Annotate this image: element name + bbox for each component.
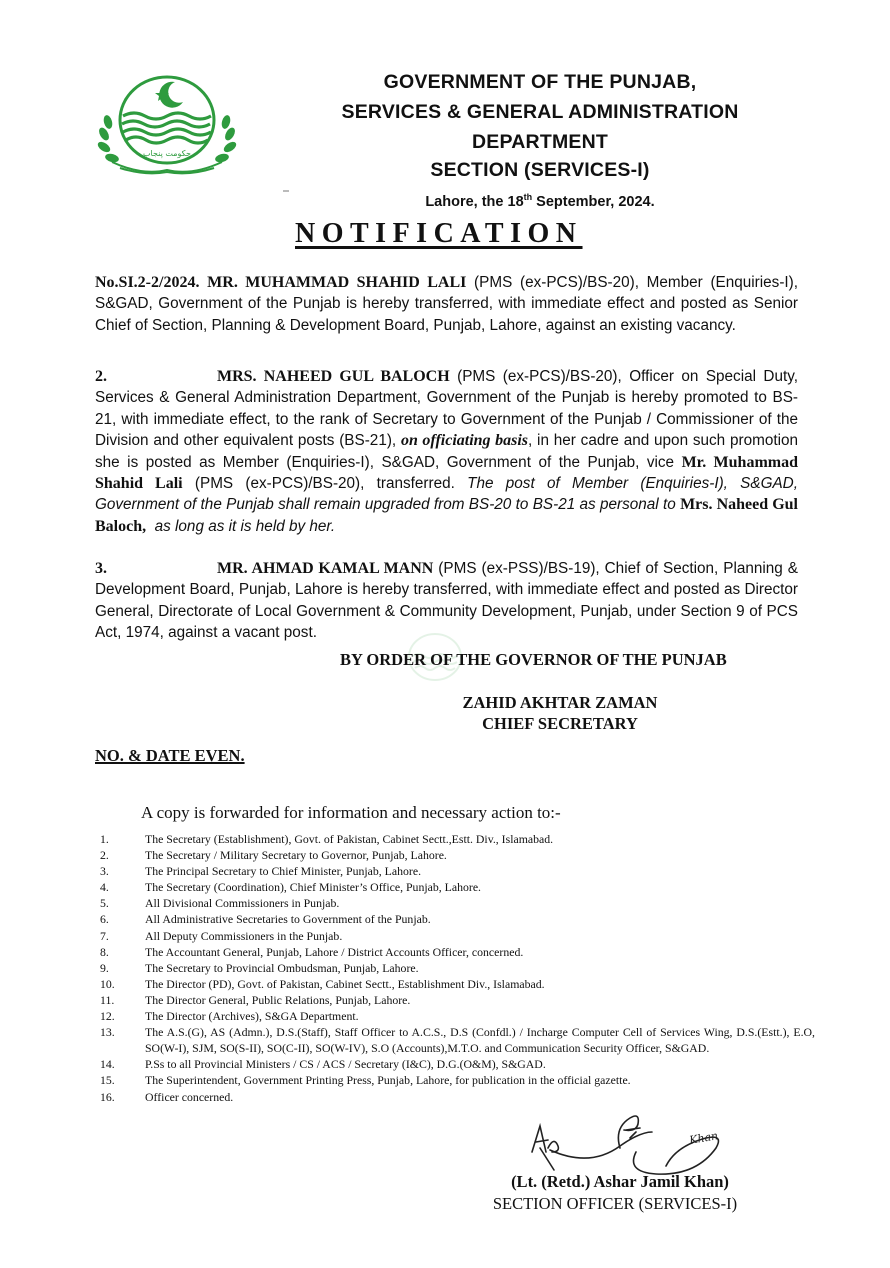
- chief-secretary-name: ZAHID AKHTAR ZAMAN: [462, 693, 658, 712]
- copy-list-item: [100, 960, 815, 976]
- forwarded-intro: A copy is forwarded for information and necessary action to:-: [141, 803, 561, 822]
- copy-list-number: 6.: [100, 912, 109, 927]
- copy-list-text: P.Ss to all Provincial Ministers / CS / ACS / Secretary (I&C), D.G.(O&M), S&GAD.: [145, 1057, 546, 1072]
- copy-list-number: 15.: [100, 1073, 115, 1088]
- italic-text: as long as it is held by her.: [146, 517, 336, 535]
- copy-list-text: The Superintendent, Government Printing Press, Punjab, Lahore, for publication in the official gazette.: [145, 1073, 631, 1088]
- copy-list-number: 11.: [100, 992, 115, 1007]
- chief-secretary-block: [445, 692, 675, 734]
- date-day: Lahore, the 18: [425, 193, 524, 210]
- copy-list-number: 3.: [100, 864, 109, 879]
- signature-scrawl: Khan: [688, 1129, 720, 1147]
- header-government: GOVERNMENT OF THE PUNJAB,: [383, 71, 697, 93]
- copy-list-text: The Secretary (Establishment), Govt. of Pakistan, Cabinet Sectt.,Estt. Div., Islamabad.: [145, 832, 554, 846]
- copy-list-text: The Director (PD), Govt. of Pakistan, Cabinet Sectt., Establishment Div., Islamabad.: [145, 976, 545, 991]
- copy-list-number: 10.: [100, 976, 115, 991]
- copy-list-number: 12.: [100, 1009, 115, 1024]
- copy-list-text: The A.S.(G), AS (Admn.), D.S.(Staff), Staff Officer to A.C.S., D.S (Confdl.) / Incharge Computer Cell of Services Wing, D.S.(Estt.), E.O, SO(W-I), SJM, SO(S-II), SO(C-II), SO(W-IV), S.O (Accounts),M.T.O. and Communication Security Officer, S&GAD.: [145, 1025, 815, 1056]
- scan-speck: [283, 190, 289, 192]
- section-officer-title: SECTION OFFICER (SERVICES-I): [492, 1194, 738, 1213]
- copy-list-item: [100, 831, 815, 847]
- document-title: NOTIFICATION: [295, 218, 583, 249]
- copy-list-item: [100, 944, 815, 960]
- copy-list-text: The Accountant General, Punjab, Lahore / District Accounts Officer, concerned.: [145, 944, 524, 959]
- copy-list-item: [100, 1056, 815, 1072]
- date-ordinal: th: [523, 192, 533, 202]
- paragraph-text: , in her cadre and upon such promotion she is posted as Member (Enquiries-I), S&GAD, Government of the Punjab, vice: [95, 432, 798, 471]
- copy-distribution-list: [100, 831, 815, 1105]
- no-date-even: NO. & DATE EVEN.: [95, 746, 245, 765]
- copy-list-item: [100, 1072, 815, 1088]
- paragraph-number: 3.: [95, 560, 107, 577]
- copy-list-text: The Principal Secretary to Chief Minister, Punjab, Lahore.: [145, 864, 422, 879]
- reference-number: No.SI.2-2/2024.: [95, 274, 200, 291]
- vice-officer-name: Mr. Muhammad Shahid Lali: [95, 453, 799, 493]
- copy-list-number: 2.: [100, 848, 109, 863]
- copy-list-item: [100, 879, 815, 895]
- officer-name: Mrs. Naheed Gul Baloch,: [95, 496, 798, 535]
- copy-list-number: 8.: [100, 944, 109, 959]
- copy-list-text: The Secretary (Coordination), Chief Minister’s Office, Punjab, Lahore.: [145, 880, 482, 895]
- paragraph-2: [95, 366, 798, 537]
- copy-list-item: [100, 992, 815, 1008]
- signature: [510, 1108, 740, 1178]
- copy-list-number: 13.: [100, 1025, 115, 1040]
- copy-list-text: The Director (Archives), S&GA Department.: [145, 1009, 359, 1024]
- header-department-line2: DEPARTMENT: [472, 131, 608, 153]
- copy-list-item: [100, 1089, 815, 1105]
- paragraph-text: (PMS (ex-PCS)/BS-20), Member (Enquiries-I), S&GAD, Government of the Punjab is hereby transferred, with immediate effect and posted as Senior Chief of Section, Planning & Development Board, Punjab, Lahore, against an existing vacancy.: [95, 274, 799, 334]
- paragraph-text: (PMS (ex-PSS)/BS-19), Chief of Section, Planning & Development Board, Punjab, Lahore is hereby transferred, with immediate effect and posted as Director General, Directorate of Local Government & Community Development, Punjab, under Section 9 of PCS Act, 1974, against a vacant post.: [95, 560, 798, 642]
- paragraph-text: (PMS (ex-PCS)/BS-20), transferred.: [182, 475, 468, 493]
- notification-date: [290, 192, 790, 210]
- paragraph-1: [95, 272, 798, 336]
- copy-list-number: 7.: [100, 928, 109, 943]
- copy-list-item: [100, 911, 815, 927]
- officer-name: MRS. NAHEED GUL BALOCH: [217, 368, 450, 385]
- copy-list-number: 5.: [100, 896, 109, 911]
- copy-list-item: [100, 928, 815, 944]
- section-officer-name: (Lt. (Retd.) Ashar Jamil Khan): [511, 1172, 729, 1191]
- date-month-year: September, 2024.: [532, 193, 655, 210]
- copy-list-item: [100, 1024, 815, 1056]
- copy-list-text: The Secretary / Military Secretary to Governor, Punjab, Lahore.: [145, 848, 447, 863]
- copy-list-item: [100, 1008, 815, 1024]
- copy-list-item: [100, 863, 815, 879]
- copy-list-item: [100, 847, 815, 863]
- header-section: SECTION (SERVICES-I): [430, 159, 650, 181]
- copy-list-text: Officer concerned.: [145, 1089, 234, 1104]
- chief-secretary-title: CHIEF SECRETARY: [482, 714, 638, 733]
- copy-list-item: [100, 895, 815, 911]
- copy-list-number: 14.: [100, 1057, 115, 1072]
- officer-name: MR. MUHAMMAD SHAHID LALI: [207, 274, 467, 291]
- copy-list-text: All Administrative Secretaries to Government of the Punjab.: [145, 912, 431, 927]
- emblem-caption: حکومت پنجاب: [143, 149, 191, 158]
- by-order-line: BY ORDER OF THE GOVERNOR OF THE PUNJAB: [340, 650, 727, 669]
- header-department-line1: SERVICES & GENERAL ADMINISTRATION: [341, 101, 739, 123]
- emphasis-text: on officiating basis: [400, 432, 529, 450]
- copy-list-text: The Secretary to Provincial Ombudsman, Punjab, Lahore.: [145, 960, 419, 975]
- copy-list-text: The Director General, Public Relations, Punjab, Lahore.: [145, 992, 411, 1007]
- paragraph-number: 2.: [95, 368, 107, 385]
- punjab-government-emblem: [92, 72, 242, 182]
- copy-list-text: All Deputy Commissioners in the Punjab.: [145, 928, 343, 943]
- copy-list-number: 16.: [100, 1089, 115, 1104]
- copy-list-number: 1.: [100, 832, 109, 846]
- copy-list-number: 9.: [100, 960, 109, 975]
- italic-text: The post of Member (Enquiries-I), S&GAD, Government of the Punjab shall remain upgraded from BS-20 to BS-21 as personal to: [95, 475, 798, 514]
- copy-list-text: All Divisional Commissioners in Punjab.: [145, 896, 340, 911]
- officer-name: MR. AHMAD KAMAL MANN: [217, 560, 434, 577]
- paragraph-text: (PMS (ex-PCS)/BS-20), Officer on Special Duty, Services & General Administration Department, Government of the Punjab is hereby promoted to BS-21, with immediate effect, to the rank of Secretary to Government of the Punjab / Commissioner of the Division and other equivalent posts (BS-21),: [95, 368, 798, 450]
- copy-list-item: [100, 976, 815, 992]
- copy-list-number: 4.: [100, 880, 109, 895]
- paragraph-3: [95, 558, 798, 644]
